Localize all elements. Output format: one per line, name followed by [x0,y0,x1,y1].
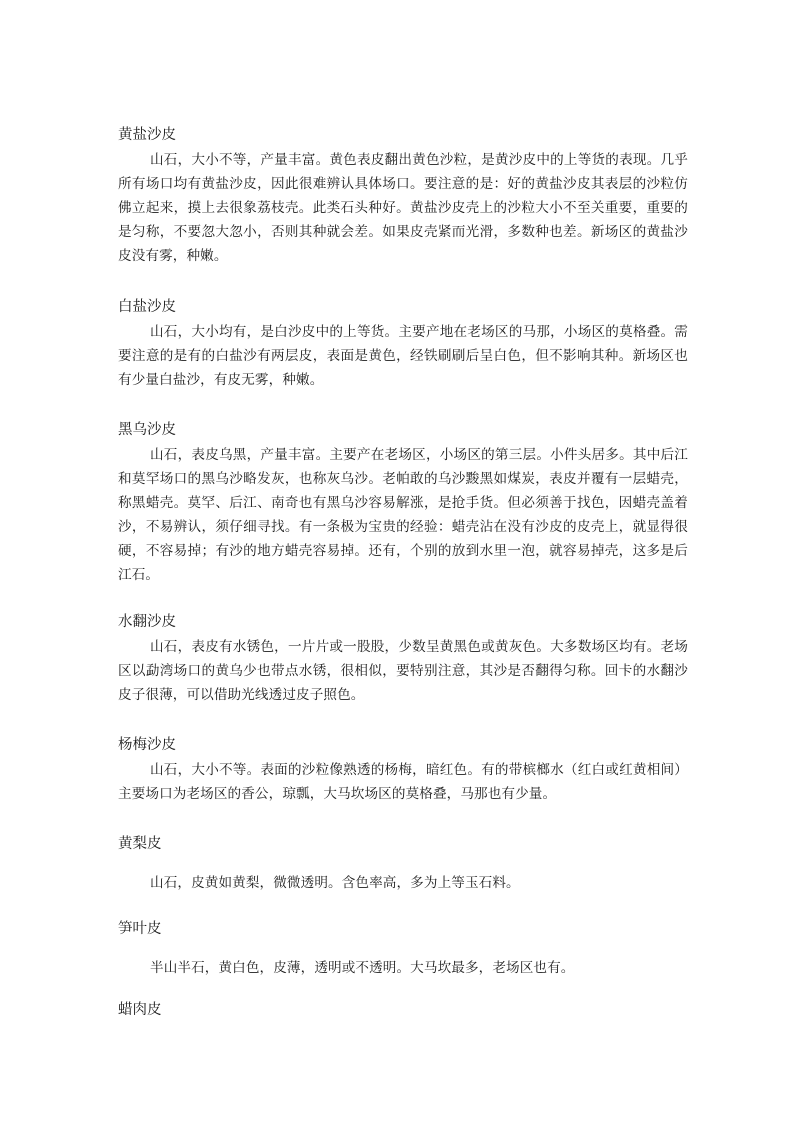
section-paragraph: 山石，大小不等。表面的沙粒像熟透的杨梅，暗红色。有的带槟榔水（红白或红黄相间）主要场口为老场区的香公，琼瓢，大马坎场区的莫格叠，马那也有少量。 [118,762,688,802]
section-heading: 蜡肉皮 [118,1002,162,1018]
section-heading: 白盐沙皮 [118,299,176,315]
section-paragraph: 山石，大小不等，产量丰富。黄色表皮翻出黄色沙粒，是黄沙皮中的上等货的表现。几乎所有场口均有黄盐沙皮，因此很难辨认具体场口。要注意的是：好的黄盐沙皮其表层的沙粒仿佛立起来，摸上去很象荔枝壳。此类石头种好。黄盐沙皮壳上的沙粒大小不至关重要，重要的是匀称，不要忽大忽小，否则其种就会差。如果皮壳紧而光滑，多数种也差。新场区的黄盐沙皮没有雾，种嫩。 [118,152,688,264]
section-paragraph: 山石，表皮乌黑，产量丰富。主要产在老场区，小场区的第三层。小件头居多。其中后江和莫罕场口的黑乌沙略发灰，也称灰乌沙。老帕敢的乌沙黢黑如煤炭，表皮并覆有一层蜡壳，称黑蜡壳。莫罕、后江、南奇也有黑乌沙容易解涨，是抢手货。但必须善于找色，因蜡壳盖着沙，不易辨认，须仔细寻找。有一条极为宝贵的经验：蜡壳沾在没有沙皮的皮壳上，就显得很硬，不容易掉；有沙的地方蜡壳容易掉。还有，个别的放到水里一泡，就容易掉壳，这多是后江石。 [118,447,688,583]
section-paragraph: 山石，表皮有水锈色，一片片或一股股，少数呈黄黑色或黄灰色。大多数场区均有。老场区以勐湾场口的黄乌少也带点水锈，很相似，要特别注意，其沙是否翻得匀称。回卡的水翻沙皮子很薄，可以借助光线透过皮子照色。 [118,639,688,703]
section-paragraph: 山石，皮黄如黄梨，微微透明。含色率高，多为上等玉石料。 [150,875,520,891]
section-heading: 笋叶皮 [118,921,162,937]
section-heading: 黄梨皮 [118,836,162,852]
section-heading: 黄盐沙皮 [118,127,176,143]
section-paragraph: 山石，大小均有，是白沙皮中的上等货。主要产地在老场区的马那，小场区的莫格叠。需要注意的是有的白盐沙有两层皮，表面是黄色，经铁刷刷后呈白色，但不影响其种。新场区也有少量白盐沙，有皮无雾，种嫩。 [118,324,688,388]
section-heading: 水翻沙皮 [118,614,176,630]
section-paragraph: 半山半石，黄白色，皮薄，透明或不透明。大马坎最多，老场区也有。 [150,960,575,976]
section-heading: 黑乌沙皮 [118,422,176,438]
section-heading: 杨梅沙皮 [118,737,176,753]
